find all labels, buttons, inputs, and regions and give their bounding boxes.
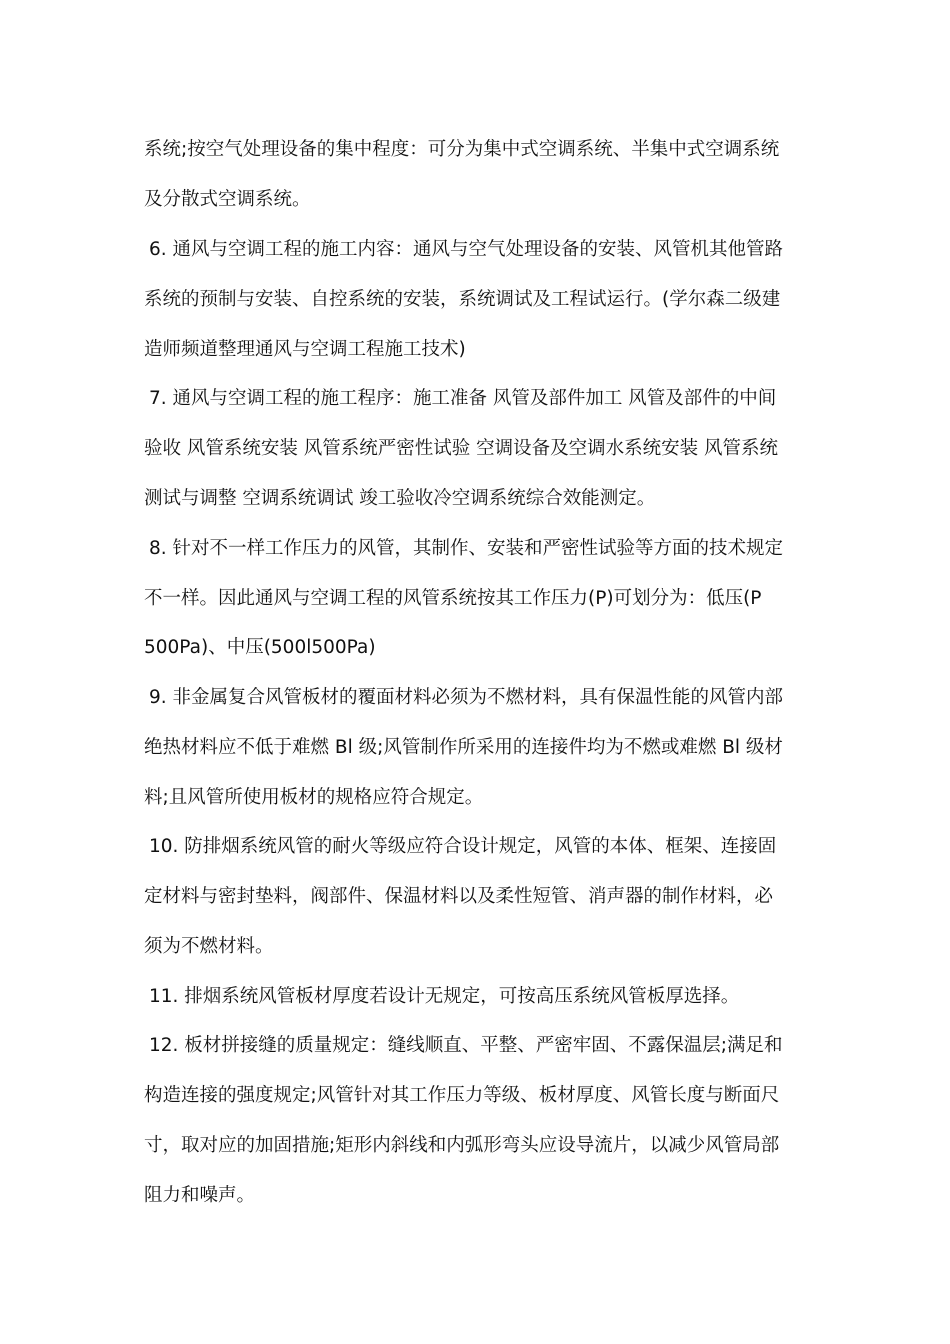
list-item-8: 8. 针对不一样工作压力的风管，其制作、安装和严密性试验等方面的技术规定 <box>149 538 784 559</box>
text-line: 寸，取对应的加固措施;矩形内斜线和内弧形弯头应设导流片，以减少风管局部 <box>144 1135 780 1156</box>
list-item-9: 9. 非金属复合风管板材的覆面材料必须为不燃材料，具有保温性能的风管内部 <box>149 687 784 708</box>
text-line: 造师频道整理通风与空调工程施工技术) <box>144 339 466 360</box>
text-line: 定材料与密封垫料，阀部件、保温材料以及柔性短管、消声器的制作材料，必 <box>144 886 774 907</box>
text-line: 不一样。因此通风与空调工程的风管系统按其工作压力(P)可划分为：低压(P <box>144 588 762 609</box>
text-line: 测试与调整 空调系统调试 竣工验收冷空调系统综合效能测定。 <box>144 488 656 509</box>
text-line: 须为不燃材料。 <box>144 936 274 957</box>
text-line: 阻力和噪声。 <box>144 1185 256 1206</box>
text-line: 验收 风管系统安装 风管系统严密性试验 空调设备及空调水系统安装 风管系统 <box>144 438 779 459</box>
list-item-10: 10. 防排烟系统风管的耐火等级应符合设计规定，风管的本体、框架、连接固 <box>149 836 777 857</box>
text-line: 500Pa)、中压(500l500Pa) <box>144 637 376 658</box>
text-line: 系统的预制与安装、自控系统的安装，系统调试及工程试运行。(学尔森二级建 <box>144 289 781 310</box>
text-line: 及分散式空调系统。 <box>144 189 311 210</box>
list-item-12: 12. 板材拼接缝的质量规定：缝线顺直、平整、严密牢固、不露保温层;满足和 <box>149 1035 783 1056</box>
text-line: 系统;按空气处理设备的集中程度：可分为集中式空调系统、半集中式空调系统 <box>144 139 780 160</box>
list-item-11: 11. 排烟系统风管板材厚度若设计无规定，可按高压系统风管板厚选择。 <box>149 986 740 1007</box>
text-line: 构造连接的强度规定;风管针对其工作压力等级、板材厚度、风管长度与断面尺 <box>144 1085 780 1106</box>
list-item-6: 6. 通风与空调工程的施工内容：通风与空气处理设备的安装、风管机其他管路 <box>149 239 784 260</box>
text-line: 料;且风管所使用板材的规格应符合规定。 <box>144 787 484 808</box>
list-item-7: 7. 通风与空调工程的施工程序：施工准备 风管及部件加工 风管及部件的中间 <box>149 388 777 409</box>
text-line: 绝热材料应不低于难燃 Bl 级;风管制作所采用的连接件均为不燃或难燃 Bl 级材 <box>144 737 783 758</box>
